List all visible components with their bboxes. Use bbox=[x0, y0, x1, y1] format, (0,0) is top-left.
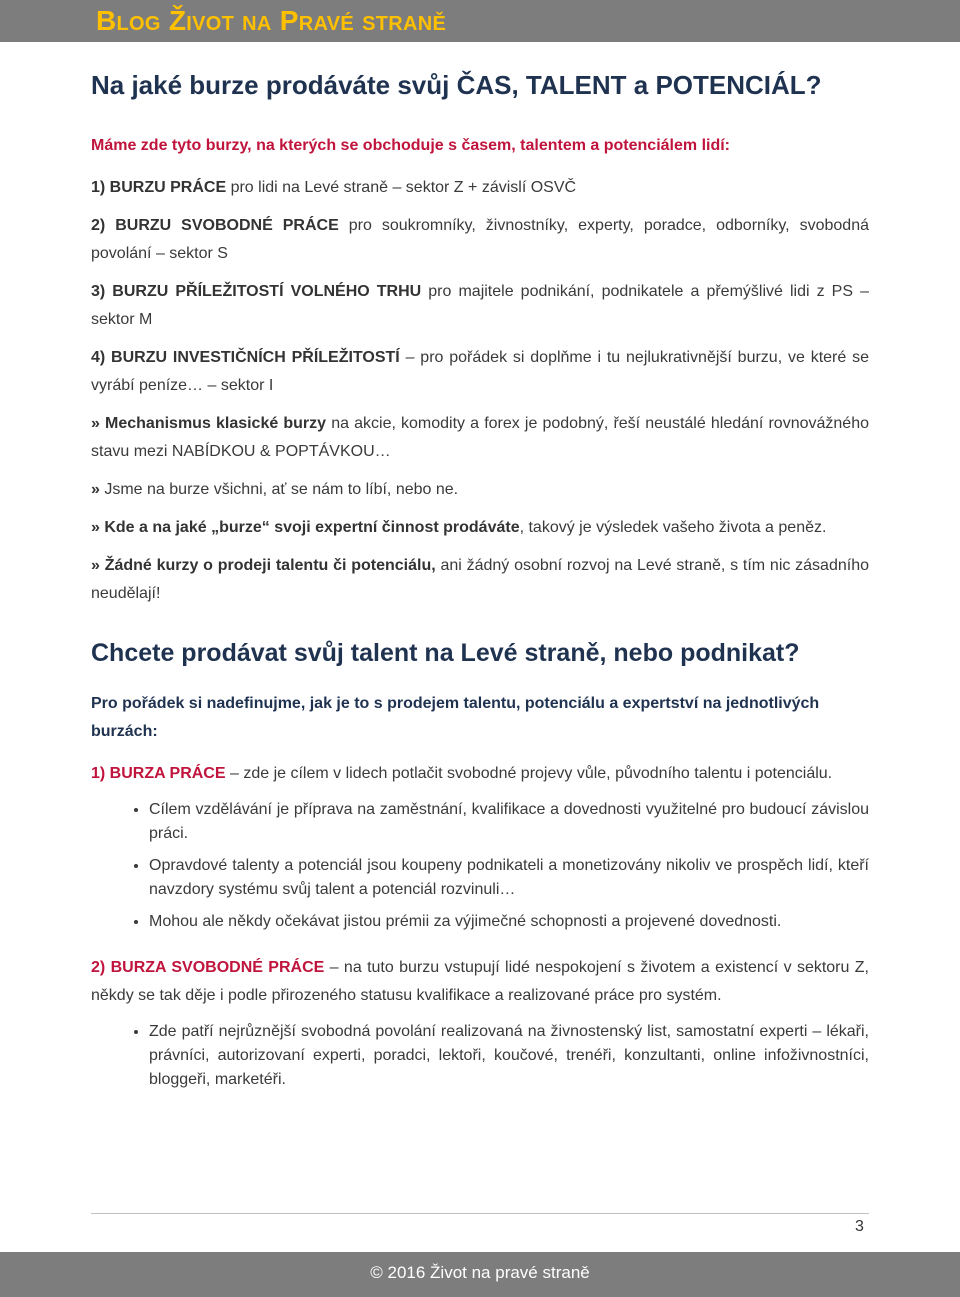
header-bar bbox=[0, 0, 960, 42]
bullet-item: • Mohou ale někdy očekávat jistou prémii za výjimečné schopnosti a projevené dovednosti. bbox=[149, 910, 869, 934]
note-mark: » bbox=[91, 557, 100, 574]
bullet-item: • Opravdové talenty a potenciál jsou koupeny podnikateli a monetizovány nikoliv ve prospěch lidí, kteří navzdory systému svůj talent a potenciál rozvinuli… bbox=[149, 854, 869, 902]
section1-text: – zde je cílem v lidech potlačit svobodné projevy vůle, původního talentu i potenciálu. bbox=[225, 765, 833, 782]
note-text: ani žádný osobní rozvoj na Levé straně, s tím nic zásadního neudělají! bbox=[91, 557, 869, 602]
note-paragraph bbox=[91, 410, 869, 466]
note-mark: » bbox=[91, 481, 100, 498]
note-paragraph bbox=[91, 514, 869, 542]
footer-divider bbox=[91, 1213, 869, 1214]
burza-item bbox=[91, 278, 869, 334]
section2-bullet-list bbox=[91, 1020, 869, 1092]
item-text: pro soukromníky, živnostníky, experty, poradce, odborníky, svobodná povolání – sektor S bbox=[91, 217, 870, 262]
note-text: , takový je výsledek vašeho života a peněz. bbox=[519, 519, 827, 536]
footer-copyright: © 2016 Život na pravé straně bbox=[370, 1263, 590, 1282]
note-paragraph bbox=[91, 476, 869, 504]
item-label: 1) BURZU PRÁCE bbox=[91, 179, 227, 196]
section2-text: – na tuto burzu vstupují lidé nespokojení s životem a existencí v sektoru Z, někdy se tak děje i podle přirozeného statusu kvalifikace a realizované práce pro systém. bbox=[91, 959, 869, 1004]
item-text: pro lidi na Levé straně – sektor Z + závislí OSVČ bbox=[226, 179, 577, 196]
subheading: Pro pořádek si nadefinujme, jak je to s prodejem talentu, potenciálu a expertství na jednotlivých burzách: bbox=[91, 695, 820, 740]
note-bold: Žádné kurzy o prodeji talentu či potenciálu, bbox=[99, 557, 436, 574]
section1-bullet-list bbox=[91, 798, 869, 934]
bullet-item: • Cílem vzdělávání je příprava na zaměstnání, kvalifikace a dovednosti využitelné pro budoucí závislou práci. bbox=[149, 798, 869, 846]
section1-paragraph bbox=[91, 760, 869, 788]
lead-paragraph: Máme zde tyto burzy, na kterých se obchoduje s časem, talentem a potenciálem lidí: bbox=[91, 137, 730, 154]
blog-title: Blog Život na Pravé straně bbox=[96, 5, 447, 36]
section2-label: 2) BURZA SVOBODNÉ PRÁCE bbox=[91, 959, 325, 976]
main-heading: Na jaké burze prodáváte svůj ČAS, TALENT a POTENCIÁL? bbox=[91, 70, 822, 100]
item-label: 3) BURZU PŘÍLEŽITOSTÍ VOLNÉHO TRHU bbox=[91, 283, 422, 300]
section2-paragraph bbox=[91, 954, 869, 1010]
item-label: 2) BURZU SVOBODNÉ PRÁCE bbox=[91, 217, 339, 234]
burza-item bbox=[91, 174, 869, 202]
note-paragraph bbox=[91, 552, 869, 608]
note-bold: Kde a na jaké „burze“ svoji expertní činnost prodáváte bbox=[99, 519, 520, 536]
burza-item bbox=[91, 344, 869, 400]
note-mark: » bbox=[91, 415, 100, 432]
note-mark: » bbox=[91, 519, 100, 536]
page-content bbox=[91, 68, 869, 1112]
burza-item bbox=[91, 212, 869, 268]
bullet-item: • Zde patří nejrůznější svobodná povolání realizovaná na živnostenský list, samostatní experti – lékaři, právníci, autorizovaní experti, poradci, lektoři, koučové, trenéři, konzultanti, online infoživnostníci, bloggeři, marketéři. bbox=[149, 1020, 869, 1092]
note-bold: Mechanismus klasické burzy bbox=[99, 415, 327, 432]
item-label: 4) BURZU INVESTIČNÍCH PŘÍLEŽITOSTÍ bbox=[91, 349, 400, 366]
note-text: Jsme na burze všichni, ať se nám to líbí, nebo ne. bbox=[99, 481, 459, 498]
page-number: 3 bbox=[855, 1218, 864, 1235]
note-text: na akcie, komodity a forex je podobný, řeší neustálé hledání rovnovážného stavu mezi NABÍDKOU & POPTÁVKOU… bbox=[91, 415, 869, 460]
item-text: pro majitele podnikání, podnikatele a přemýšlivé lidi z PS – sektor M bbox=[91, 283, 869, 328]
item-text: – pro pořádek si doplňme i tu nejlukrativnější burzu, ve které se vyrábí peníze… – sektor I bbox=[91, 349, 869, 394]
section-heading: Chcete prodávat svůj talent na Levé straně, nebo podnikat? bbox=[91, 639, 800, 667]
section1-label: 1) BURZA PRÁCE bbox=[91, 765, 226, 782]
